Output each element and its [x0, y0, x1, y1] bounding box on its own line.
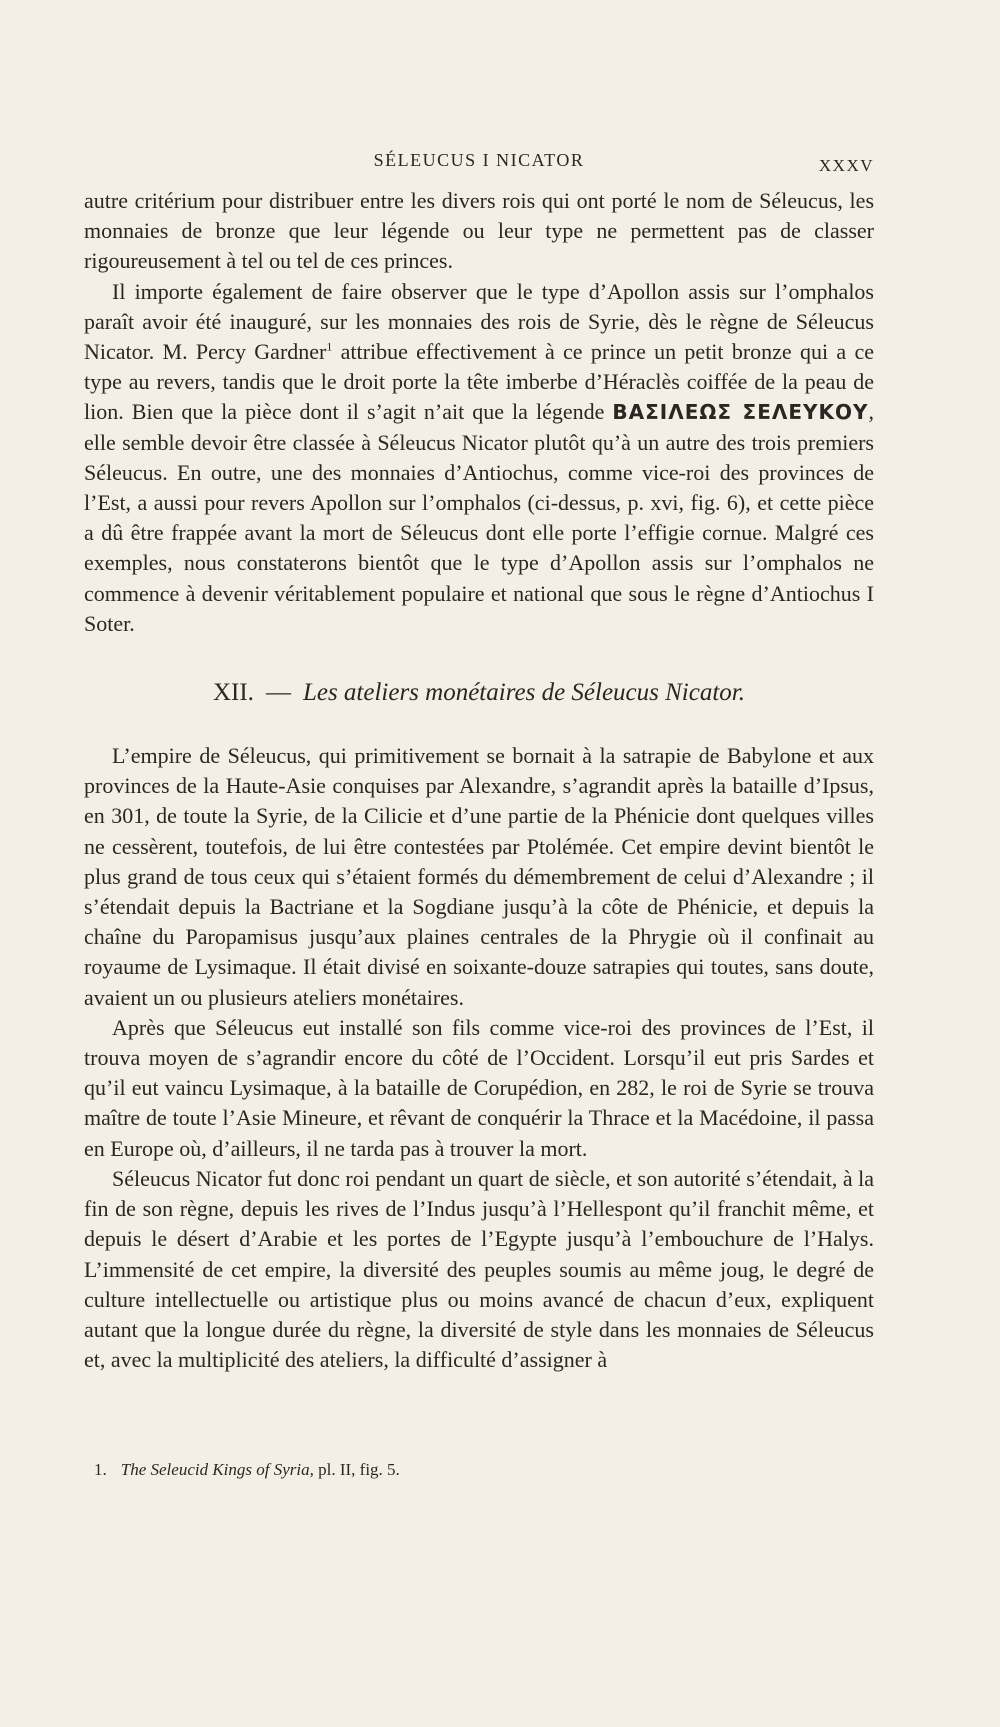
greek-coin-legend: ΒΑΣΙΛΕΩΣ ΣΕΛΕΥΚΟΥ	[612, 400, 869, 425]
paragraph-2	[84, 277, 874, 639]
footnote-number: 1.	[94, 1460, 107, 1479]
section-title: Les ateliers monétaires de Séleucus Nicator.	[302, 679, 746, 707]
paragraph-2-part-b: attribue effectivement à ce prince un petit bronze qui a ce type au revers, tandis que le droit porte la tête imberbe d’Héraclès coiffée de la peau de lion. Bien que la pièce dont il s’agit n’ait que la légende	[84, 339, 874, 425]
running-title: SÉLEUCUS I NICATOR	[373, 150, 585, 170]
section-heading	[84, 679, 874, 707]
paragraph-2-part-a: Il importe également de faire observer que le type d’Apollon assis sur l’omphalos paraît avoir été inauguré, sur les monnaies des rois de Syrie, dès le règne de Séleucus Nicator. M. Percy Gardner	[84, 278, 874, 365]
paragraph-2-part-c: , elle semble devoir être classée à Séleucus Nicator plutôt qu’à un autre des trois premiers Séleucus. En outre, une des monnaies d’Antiochus, comme vice-roi des provinces de l’Est, a aussi pour revers Apollon sur l’omphalos (ci-dessus, p. xvi, fig. 6), et cette pièce a dû être frappée avant la mort de Séleucus dont elle porte l’effigie cornue. Malgré ces exemples, nous constaterons bientôt que le type d’Apollon assis sur l’omphalos ne commence à devenir véritablement populaire et national que sous le règne d’Antiochus I Soter.	[84, 399, 874, 636]
page-body	[84, 186, 874, 1375]
running-head	[84, 150, 874, 174]
paragraph-4: Après que Séleucus eut installé son fils comme vice-roi des provinces de l’Est, il trouva moyen de s’agrandir encore du côté de l’Occident. Lorsqu’il eut pris Sardes et qu’il eut vaincu Lysimaque, à la bataille de Corupédion, en 282, le roi de Syrie se trouva maître de toute l’Asie Mineure, et rêvant de conquérir la Thrace et la Macédoine, il passa en Europe où, d’ailleurs, il ne tarda pas à trouver la mort.	[84, 1014, 874, 1161]
paragraph-1: autre critérium pour distribuer entre les divers rois qui ont porté le nom de Séleucus, les monnaies de bronze que leur légende ou leur type ne permettent pas de classer rigoureusement à tel ou tel de ces princes.	[84, 188, 874, 274]
footnote-reference-title: The Seleucid Kings of Syria,	[120, 1460, 314, 1479]
section-number: XII.	[212, 679, 254, 707]
footnote-reference-rest: pl. II, fig. 5.	[313, 1460, 400, 1479]
section-dash: —	[265, 679, 291, 707]
paragraph-3: L’empire de Séleucus, qui primitivement se bornait à la satrapie de Babylone et aux provinces de la Haute-Asie conquises par Alexandre, s’agrandit après la bataille d’Ipsus, en 301, de toute la Syrie, de la Cilicie et d’une partie de la Phénicie dont quelques villes ne cessèrent, toutefois, de lui être contestées par Ptolémée. Cet empire devint bientôt le plus grand de tous ceux qui s’étaient formés du démembrement de celui d’Alexandre ; il s’étendait depuis la Bactriane et la Sogdiane jusqu’à la côte de Phénicie, et depuis la chaîne du Paropamisus jusqu’aux plaines centrales de la Phrygie où il confinait au royaume de Lysimaque. Il était divisé en soixante-douze satrapies qui toutes, sans doute, avaient un ou plusieurs ateliers monétaires.	[84, 743, 874, 1010]
page-number: XXXV	[818, 156, 874, 175]
paragraph-5: Séleucus Nicator fut donc roi pendant un quart de siècle, et son autorité s’étendait, à la fin de son règne, depuis les rives de l’Indus jusqu’à l’Hellespont qu’il franchit même, et depuis le désert d’Arabie et les portes de l’Egypte jusqu’à l’embouchure de l’Halys. L’immensité de cet empire, la diversité des peuples soumis au même joug, le degré de culture intellectuelle ou artistique plus ou moins avancé de chacun d’eux, expliquent autant que la longue durée du règne, la diversité de style dans les monnaies de Séleucus et, avec la multiplicité des ateliers, la difficulté d’assigner à	[84, 1165, 874, 1373]
footnote	[84, 1460, 884, 1480]
footnote-reference-mark: 1	[326, 339, 333, 354]
